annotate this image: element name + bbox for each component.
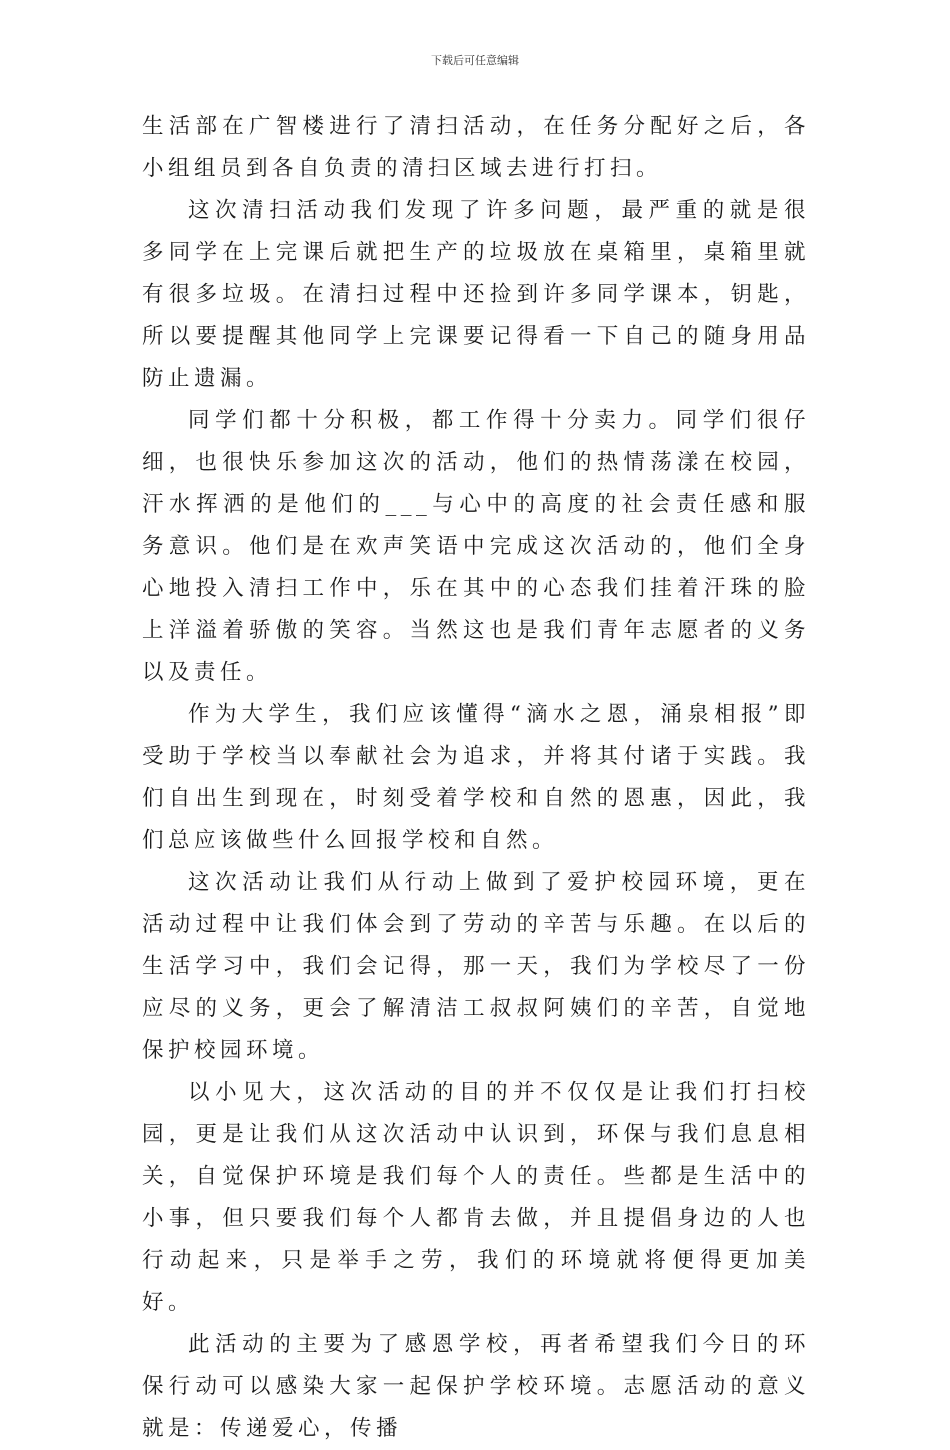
paragraph-3: 同学们都十分积极，都工作得十分卖力。同学们很仔细，也很快乐参加这次的活动，他们的热情荡漾在校园，汗水挥洒的是他们的___与心中的高度的社会责任感和服务意识。他们是在欢声笑语中完成这次活动的，他们全身心地投入清扫工作中，乐在其中的心态我们挂着汗珠的脸上洋溢着骄傲的笑容。当然这也是我们青年志愿者的义务以及责任。	[142, 408, 810, 685]
paragraph-5: 这次活动让我们从行动上做到了爱护校园环境，更在活动过程中让我们体会到了劳动的辛苦与乐趣。在以后的生活学习中，我们会记得，那一天，我们为学校尽了一份应尽的义务，更会了解清洁工叔叔阿姨们的辛苦，自觉地保护校园环境。	[142, 870, 810, 1063]
paragraph-7: 此活动的主要为了感恩学校，再者希望我们今日的环保行动可以感染大家一起保护学校环境。志愿活动的意义就是：传递爱心，传播	[142, 1332, 810, 1441]
document-body	[142, 106, 810, 1450]
page-header: 下载后可任意编辑	[431, 54, 519, 67]
paragraph-2: 这次清扫活动我们发现了许多问题，最严重的就是很多同学在上完课后就把生产的垃圾放在桌箱里，桌箱里就有很多垃圾。在清扫过程中还捡到许多同学课本，钥匙，所以要提醒其他同学上完课要记得看一下自己的随身用品防止遗漏。	[142, 198, 810, 391]
paragraph-4: 作为大学生，我们应该懂得“滴水之恩，涌泉相报”即受助于学校当以奉献社会为追求，并将其付诸于实践。我们自出生到现在，时刻受着学校和自然的恩惠，因此，我们总应该做些什么回报学校和自然。	[142, 702, 810, 853]
paragraph-6: 以小见大，这次活动的目的并不仅仅是让我们打扫校园，更是让我们从这次活动中认识到，环保与我们息息相关，自觉保护环境是我们每个人的责任。些都是生活中的小事，但只要我们每个人都肯去做，并且提倡身边的人也行动起来，只是举手之劳，我们的环境就将便得更加美好。	[142, 1080, 810, 1315]
paragraph-1: 生活部在广智楼进行了清扫活动，在任务分配好之后，各小组组员到各自负责的清扫区域去进行打扫。	[142, 114, 810, 181]
